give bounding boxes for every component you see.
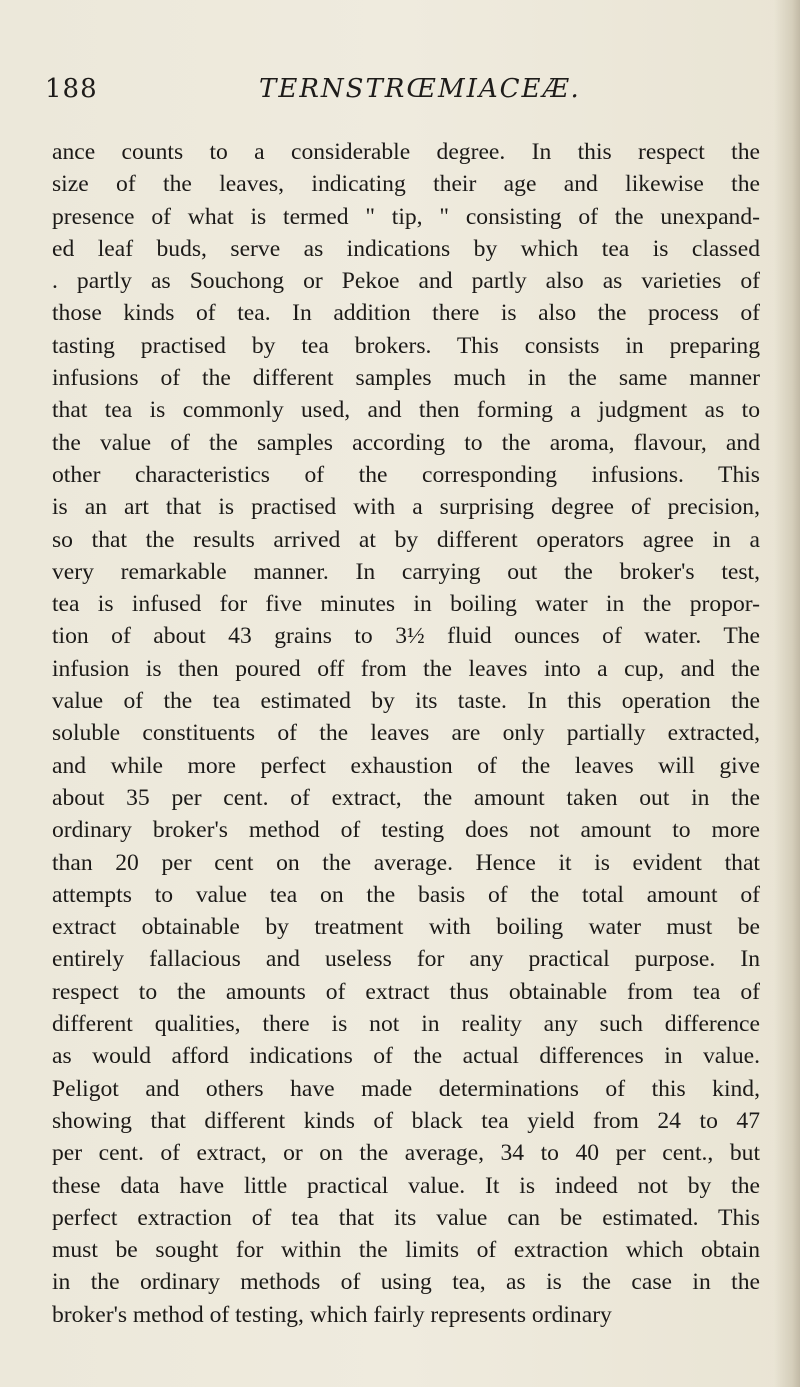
text-line: than 20 per cent on the average. Hence it is evident that	[52, 849, 760, 876]
page-edge-shadow	[774, 0, 800, 1387]
text-line: perfect extraction of tea that its value can be estimated. This	[52, 1204, 760, 1231]
text-line: presence of what is termed " tip, " consisting of the unexpand-	[52, 203, 760, 230]
text-line: soluble constituents of the leaves are only partially extracted,	[52, 720, 760, 747]
text-line: tasting practised by tea brokers. This consists in preparing	[52, 332, 760, 359]
text-line: must be sought for within the limits of extraction which obtain	[52, 1237, 760, 1264]
text-line: these data have little practical value. It is indeed not by the	[52, 1172, 760, 1199]
text-line: per cent. of extract, or on the average, 34 to 40 per cent., but	[52, 1140, 760, 1167]
text-line: . partly as Souchong or Pekoe and partly also as varieties of	[52, 268, 760, 295]
page-number: 188	[45, 74, 98, 104]
text-line: is an art that is practised with a surprising degree of precision,	[52, 494, 760, 521]
text-line: entirely fallacious and useless for any practical purpose. In	[52, 946, 760, 973]
text-line: other characteristics of the corresponding infusions. This	[52, 461, 760, 488]
text-line: infusions of the different samples much in the same manner	[52, 365, 760, 392]
text-line: showing that different kinds of black tea yield from 24 to 47	[52, 1107, 760, 1134]
text-line: ance counts to a considerable degree. In this respect the	[52, 139, 760, 165]
text-line: and while more perfect exhaustion of the leaves will give	[52, 752, 760, 779]
text-line: the value of the samples according to the aroma, flavour, and	[52, 429, 760, 456]
text-line: ed leaf buds, serve as indications by which tea is classed	[52, 235, 760, 262]
text-line: size of the leaves, indicating their age and likewise the	[52, 171, 760, 198]
text-line: extract obtainable by treatment with boiling water must be	[52, 914, 760, 941]
text-line: respect to the amounts of extract thus obtainable from tea of	[52, 978, 760, 1005]
text-line: those kinds of tea. In addition there is also the process of	[52, 300, 760, 327]
text-line: tion of about 43 grains to 3½ fluid ounces of water. The	[52, 623, 760, 650]
text-line: broker's method of testing, which fairly represents ordinary	[52, 1301, 612, 1328]
text-line: ordinary broker's method of testing does not amount to more	[52, 817, 760, 844]
text-line: that tea is commonly used, and then forming a judgment as to	[52, 397, 760, 424]
text-line: tea is infused for five minutes in boiling water in the propor-	[52, 591, 760, 618]
page-header	[45, 74, 745, 114]
text-line: very remarkable manner. In carrying out the broker's test,	[52, 558, 760, 585]
text-line: attempts to value tea on the basis of the total amount of	[52, 881, 760, 908]
text-line: different qualities, there is not in reality any such difference	[52, 1011, 760, 1038]
text-line: value of the tea estimated by its taste. In this operation the	[52, 688, 760, 715]
running-title: TERNSTRŒMIACEÆ.	[259, 74, 581, 104]
text-line: so that the results arrived at by different operators agree in a	[52, 526, 760, 553]
text-line: infusion is then poured off from the leaves into a cup, and the	[52, 655, 760, 682]
text-line: Peligot and others have made determinations of this kind,	[52, 1075, 760, 1102]
text-line: in the ordinary methods of using tea, as is the case in the	[52, 1269, 760, 1296]
text-line: as would afford indications of the actual differences in value.	[52, 1043, 760, 1070]
body-text	[52, 136, 760, 1331]
text-line: about 35 per cent. of extract, the amount taken out in the	[52, 784, 760, 811]
